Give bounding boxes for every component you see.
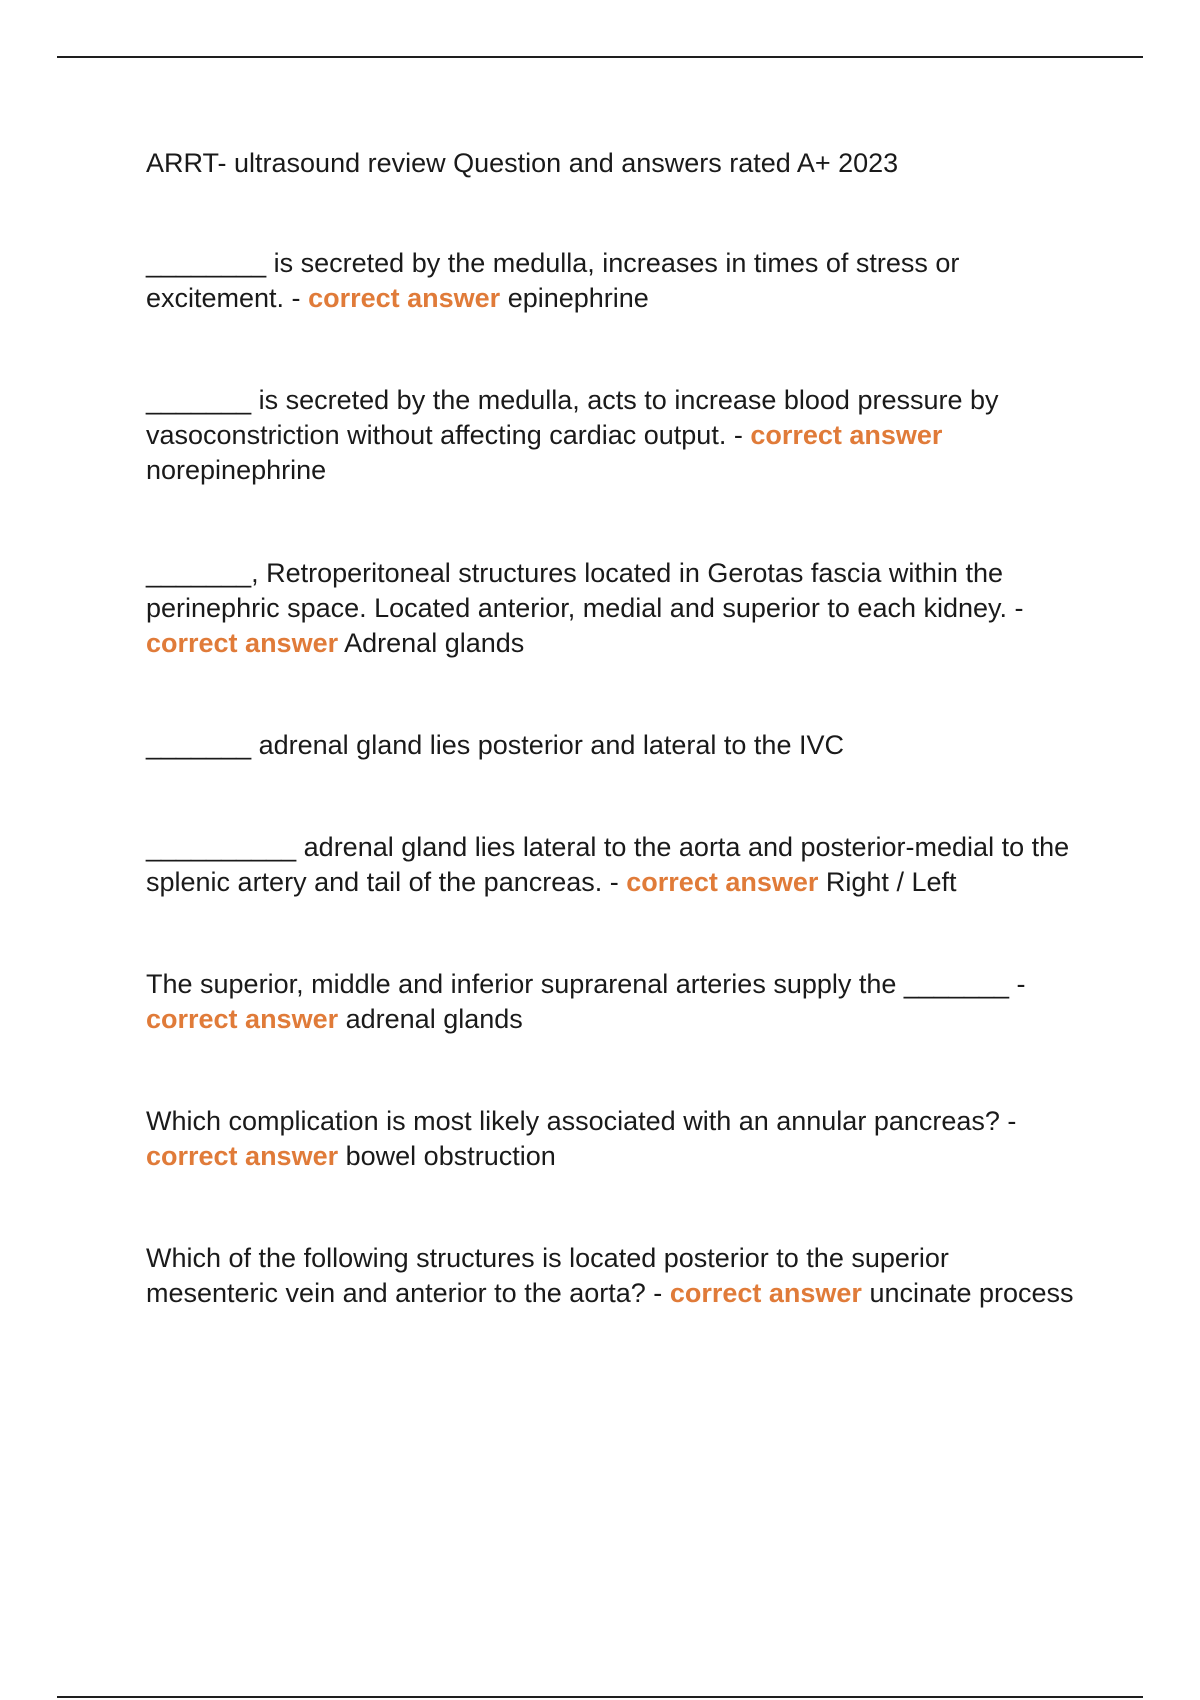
answer-label: correct answer bbox=[626, 867, 819, 897]
question-text: ________ is secreted by the medulla, increases in times of stress or excitement. - bbox=[146, 248, 960, 313]
question-text: Which complication is most likely associated with an annular pancreas? - bbox=[146, 1106, 1017, 1136]
qa-item bbox=[146, 728, 1086, 763]
document-title: ARRT- ultrasound review Question and answers rated A+ 2023 bbox=[146, 148, 899, 178]
qa-item bbox=[146, 1241, 1086, 1311]
answer-label: correct answer bbox=[146, 1141, 339, 1171]
answer-label: correct answer bbox=[750, 420, 943, 450]
answer-label: correct answer bbox=[308, 283, 501, 313]
qa-item bbox=[146, 1104, 1086, 1174]
answer-label: correct answer bbox=[146, 628, 339, 658]
answer-text: bowel obstruction bbox=[345, 1141, 556, 1171]
answer-text: uncinate process bbox=[869, 1278, 1074, 1308]
qa-item bbox=[146, 383, 1086, 488]
question-text: _______ is secreted by the medulla, acts to increase blood pressure by vasoconstriction without affecting cardiac output. - bbox=[146, 385, 999, 450]
qa-item bbox=[146, 246, 1086, 316]
header-rule bbox=[57, 56, 1143, 58]
footer-rule bbox=[57, 1696, 1143, 1698]
answer-label: correct answer bbox=[146, 1004, 339, 1034]
question-text: _______, Retroperitoneal structures located in Gerotas fascia within the perinephric space. Located anterior, medial and superior to each kidney. - bbox=[146, 558, 1024, 623]
answer-text: epinephrine bbox=[507, 283, 649, 313]
question-text: The superior, middle and inferior suprarenal arteries supply the _______ - bbox=[146, 969, 1026, 999]
question-text: _______ adrenal gland lies posterior and lateral to the IVC bbox=[146, 730, 844, 760]
answer-label: correct answer bbox=[669, 1278, 862, 1308]
answer-text: Adrenal glands bbox=[344, 628, 525, 658]
qa-item bbox=[146, 556, 1086, 661]
question-text: Which of the following structures is located posterior to the superior mesenteric vein and anterior to the aorta? - bbox=[146, 1243, 949, 1308]
qa-item bbox=[146, 830, 1086, 900]
question-text: __________ adrenal gland lies lateral to the aorta and posterior-medial to the splenic artery and tail of the pancreas. - bbox=[146, 832, 1070, 897]
answer-text: adrenal glands bbox=[345, 1004, 523, 1034]
answer-text: norepinephrine bbox=[146, 455, 327, 485]
answer-text: Right / Left bbox=[825, 867, 957, 897]
qa-item bbox=[146, 967, 1086, 1037]
